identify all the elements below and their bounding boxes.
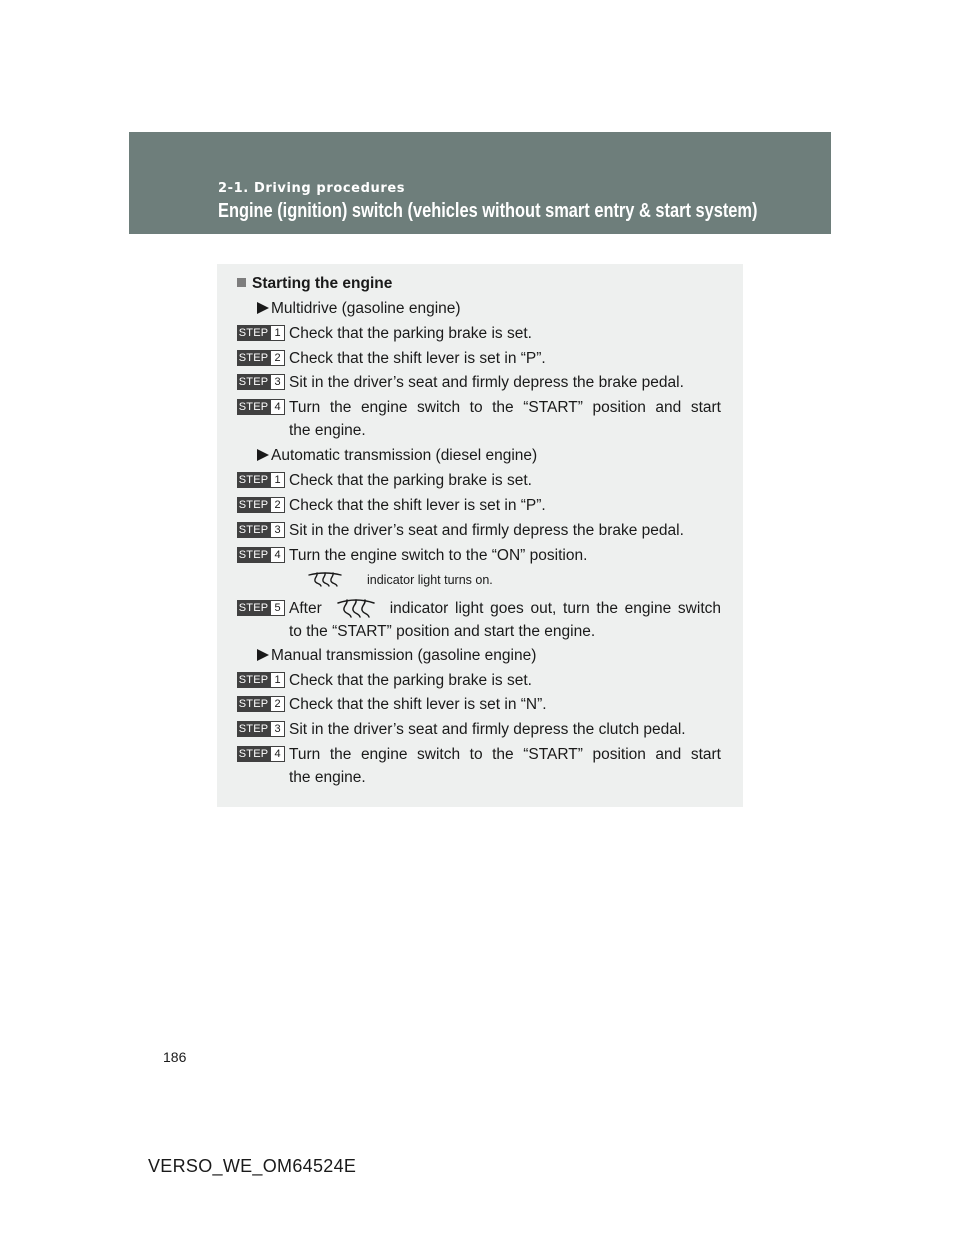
step-word: STEP — [238, 474, 269, 486]
glow-plug-indicator-icon — [330, 597, 382, 619]
document-code: VERSO_WE_OM64524E — [148, 1156, 357, 1176]
step-text-line1: Turn the engine switch to the “START” position and start — [289, 746, 721, 763]
step-word: STEP — [238, 352, 269, 364]
step-badge — [237, 746, 285, 762]
note-text: indicator light turns on. — [367, 573, 493, 587]
step-badge — [237, 325, 285, 341]
indicator-note — [289, 570, 493, 590]
page-title: Engine (ignition) switch (vehicles without smart entry & start system) — [218, 200, 758, 222]
group-label-text: Automatic transmission (diesel engine) — [271, 447, 538, 464]
page-number: 186 — [163, 1049, 187, 1065]
triangle-bullet-icon — [257, 449, 269, 461]
step-text-pre: After — [289, 600, 322, 617]
step-number: 5 — [270, 600, 285, 616]
step-text-line2: the engine. — [289, 769, 366, 786]
step-text-line2: to the “START” position and start the engine. — [289, 623, 596, 640]
step-word: STEP — [238, 674, 269, 686]
step-number: 3 — [270, 721, 285, 737]
step-badge — [237, 350, 285, 366]
step-number: 1 — [270, 325, 285, 341]
step-badge — [237, 374, 285, 390]
chapter-header — [129, 132, 831, 234]
step-number: 2 — [270, 497, 285, 513]
square-bullet-icon — [237, 278, 246, 287]
group-label-automatic — [237, 444, 735, 467]
step-badge — [237, 547, 285, 563]
step-number: 4 — [270, 547, 285, 563]
step-text: Check that the parking brake is set. — [289, 325, 532, 342]
triangle-bullet-icon — [257, 649, 269, 661]
step-word: STEP — [238, 602, 269, 614]
step-text: Check that the shift lever is set in “P”. — [289, 350, 546, 367]
step-badge — [237, 672, 285, 688]
group-label-manual — [237, 644, 735, 667]
step-word: STEP — [238, 327, 269, 339]
group-label-text: Manual transmission (gasoline engine) — [271, 647, 537, 664]
group-label-multidrive — [237, 297, 735, 320]
content-box — [217, 264, 743, 807]
step-badge — [237, 721, 285, 737]
step-badge — [237, 497, 285, 513]
step-word: STEP — [238, 549, 269, 561]
step-word: STEP — [238, 698, 269, 710]
step-text: Sit in the driver’s seat and firmly depress the clutch pedal. — [289, 721, 686, 738]
step-text-line1: Turn the engine switch to the “START” position and start — [289, 399, 721, 416]
triangle-bullet-icon — [257, 302, 269, 314]
step-number: 2 — [270, 696, 285, 712]
step-word: STEP — [238, 723, 269, 735]
step-text-line2: the engine. — [289, 422, 366, 439]
section-heading — [237, 272, 735, 295]
step-number: 1 — [270, 672, 285, 688]
step-text: Check that the shift lever is set in “N”. — [289, 696, 547, 713]
step-text: Check that the parking brake is set. — [289, 672, 532, 689]
step-badge — [237, 522, 285, 538]
step-number: 1 — [270, 472, 285, 488]
glow-plug-indicator-icon — [289, 571, 361, 589]
step-text: Check that the shift lever is set in “P”. — [289, 497, 546, 514]
step-badge — [237, 399, 285, 415]
step-number: 3 — [270, 374, 285, 390]
step-text: Sit in the driver’s seat and firmly depress the brake pedal. — [289, 522, 684, 539]
step-number: 3 — [270, 522, 285, 538]
step-text-rest: indicator light goes out, turn the engine switch — [389, 600, 721, 617]
step-number: 4 — [270, 399, 285, 415]
step-text: Sit in the driver’s seat and firmly depress the brake pedal. — [289, 374, 684, 391]
step-number: 2 — [270, 350, 285, 366]
step-badge — [237, 696, 285, 712]
step-text: Turn the engine switch to the “ON” position. — [289, 547, 588, 564]
step-number: 4 — [270, 746, 285, 762]
step-text: Check that the parking brake is set. — [289, 472, 532, 489]
step-text-line1 — [289, 597, 721, 620]
group-label-text: Multidrive (gasoline engine) — [271, 300, 461, 317]
step-word: STEP — [238, 401, 269, 413]
section-label: 2-1. Driving procedures — [218, 181, 406, 196]
step-badge — [237, 472, 285, 488]
step-word: STEP — [238, 499, 269, 511]
step-word: STEP — [238, 524, 269, 536]
step-word: STEP — [238, 376, 269, 388]
step-word: STEP — [238, 748, 269, 760]
step-badge — [237, 600, 285, 616]
heading-text: Starting the engine — [252, 275, 393, 292]
